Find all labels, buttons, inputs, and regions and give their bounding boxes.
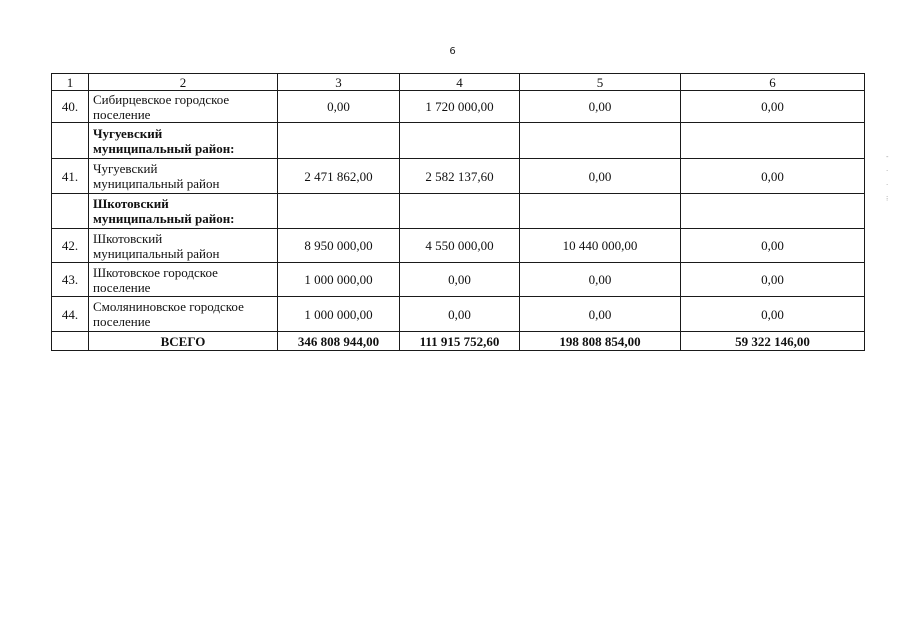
table-header-row [52,74,865,91]
value-col-6: 0,00 [681,263,865,297]
value-col-6: 0,00 [681,159,865,194]
name-line: Смоляниновское городское [93,299,244,314]
value-col-5: 0,00 [520,297,681,332]
total-col-4: 111 915 752,60 [400,332,520,351]
column-header: 6 [681,74,865,91]
value-col-4: 4 550 000,00 [400,229,520,263]
value-col-3: 2 471 862,00 [278,159,400,194]
name-line: Сибирцевское городское [93,91,230,107]
table-row [52,229,865,263]
value-col-3 [278,194,400,229]
value-col-3: 1 000 000,00 [278,263,400,297]
column-header: 3 [278,74,400,91]
section-title [89,194,278,229]
value-col-5: 10 440 000,00 [520,229,681,263]
value-col-5: 0,00 [520,159,681,194]
municipality-name [89,263,278,297]
municipality-name [89,91,278,123]
name-line: муниципальный район [93,245,220,261]
value-col-6: 0,00 [681,297,865,332]
name-line: Шкотовский [93,196,169,211]
row-number: 40. [52,91,89,123]
section-row [52,123,865,159]
value-col-5 [520,194,681,229]
total-row [52,332,865,351]
municipality-name [89,229,278,263]
name-line: Шкотовское городское [93,264,218,280]
column-header: 2 [89,74,278,91]
name-line: муниципальный район: [93,140,235,156]
name-line: поселение [93,106,151,122]
value-col-4: 1 720 000,00 [400,91,520,123]
column-header: 5 [520,74,681,91]
total-col-6: 59 322 146,00 [681,332,865,351]
name-line: поселение [93,279,151,295]
table-row [52,91,865,123]
name-line: Чугуевский [93,125,163,141]
value-col-3: 1 000 000,00 [278,297,400,332]
row-number: 43. [52,263,89,297]
value-col-6: 0,00 [681,229,865,263]
row-number [52,123,89,159]
row-number [52,194,89,229]
municipality-name [89,159,278,194]
total-col-5: 198 808 854,00 [520,332,681,351]
row-number: 42. [52,229,89,263]
value-col-4: 0,00 [400,297,520,332]
row-number: 41. [52,159,89,194]
name-line: муниципальный район [93,176,220,191]
value-col-6 [681,194,865,229]
table-row [52,297,865,332]
table-row [52,263,865,297]
column-header: 1 [52,74,89,91]
value-col-4 [400,194,520,229]
name-line: Чугуевский [93,161,158,176]
budget-table [51,73,865,351]
total-label: ВСЕГО [89,332,278,351]
value-col-3: 8 950 000,00 [278,229,400,263]
section-title [89,123,278,159]
row-number: 44. [52,297,89,332]
page-number: 6 [449,46,456,57]
value-col-3: 0,00 [278,91,400,123]
value-col-3 [278,123,400,159]
value-col-5 [520,123,681,159]
table-row [52,159,865,194]
name-line: муниципальный район: [93,211,235,226]
value-col-6 [681,123,865,159]
name-line: Шкотовский [93,230,163,246]
scan-artifact: ‐ · · ⁝ [886,153,889,203]
municipality-name [89,297,278,332]
row-number [52,332,89,351]
value-col-5: 0,00 [520,263,681,297]
name-line: поселение [93,314,151,329]
value-col-4: 2 582 137,60 [400,159,520,194]
value-col-5: 0,00 [520,91,681,123]
value-col-6: 0,00 [681,91,865,123]
total-col-3: 346 808 944,00 [278,332,400,351]
value-col-4: 0,00 [400,263,520,297]
value-col-4 [400,123,520,159]
section-row [52,194,865,229]
column-header: 4 [400,74,520,91]
